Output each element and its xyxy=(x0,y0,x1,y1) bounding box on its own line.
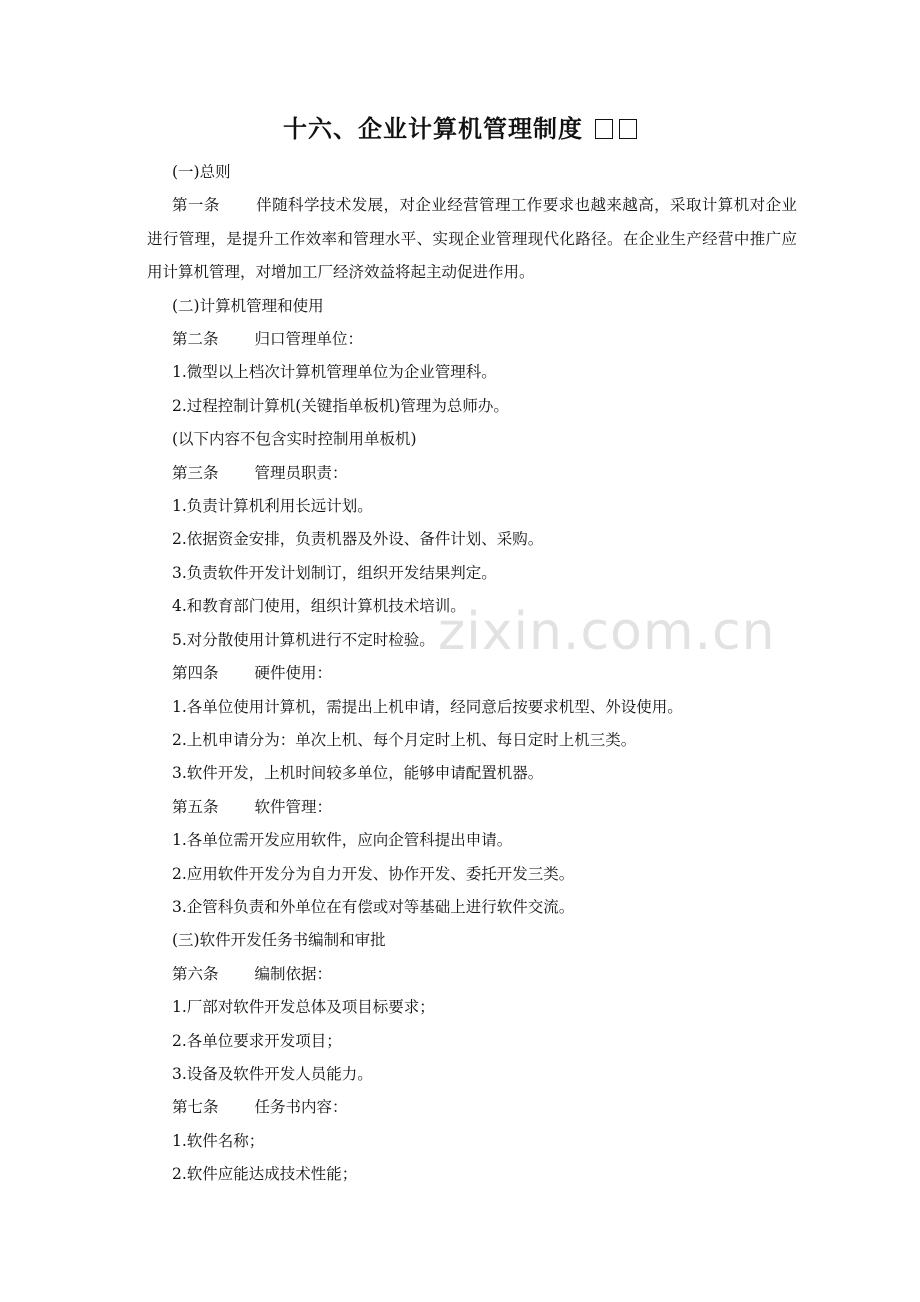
list-item: 3.负责软件开发计划制订，组织开发结果判定。 xyxy=(172,563,497,582)
article-paragraph xyxy=(172,657,797,690)
document-body xyxy=(147,156,797,1192)
article-label: 第一条 xyxy=(172,196,220,215)
list-item: 1.软件名称； xyxy=(172,1131,265,1150)
article-paragraph xyxy=(147,189,797,289)
list-item: 1.各单位需开发应用软件，应向企管科提出申请。 xyxy=(172,831,513,850)
list-item: 1.各单位使用计算机，需提出上机申请，经同意后按要求机型、外设使用。 xyxy=(172,697,683,716)
list-item: 2.各单位要求开发项目； xyxy=(172,1031,342,1050)
article-text: 伴随科学技术发展，对企业经营管理工作要求也越来越高，采取计算机对企业进行管理，是提升工作效率和管理水平、实现企业管理现代化路径。在企业生产经营中推广应用计算机管理，对增加工厂经济效益将起主动促进作用。 xyxy=(147,196,797,282)
article-text: 管理员职责： xyxy=(254,463,348,482)
list-item: 3.企管科负责和外单位在有偿或对等基础上进行软件交流。 xyxy=(172,897,575,916)
list-item: 2.依据资金安排，负责机器及外设、备件计划、采购。 xyxy=(172,530,544,549)
list-item: 3.软件开发，上机时间较多单位，能够申请配置机器。 xyxy=(172,764,544,783)
article-paragraph xyxy=(172,791,797,824)
article-text: 软件管理： xyxy=(254,797,333,816)
watermark: zixin.com.cn xyxy=(438,602,776,662)
list-item: 3.设备及软件开发人员能力。 xyxy=(172,1064,373,1083)
list-item: 1.负责计算机利用长远计划。 xyxy=(172,497,373,516)
list-item: 5.对分散使用计算机进行不定时检验。 xyxy=(172,630,435,649)
article-paragraph xyxy=(172,457,797,490)
article-paragraph xyxy=(172,958,797,991)
list-item: 2.软件应能达成技术性能； xyxy=(172,1165,358,1184)
note-paragraph: (以下内容不包含实时控制用单板机) xyxy=(172,430,417,449)
list-item: 1.微型以上档次计算机管理单位为企业管理科。 xyxy=(172,363,497,382)
article-label: 第四条 xyxy=(172,664,219,683)
section-heading: (二)计算机管理和使用 xyxy=(172,296,324,315)
article-label: 第三条 xyxy=(172,463,219,482)
article-paragraph xyxy=(172,1091,797,1124)
article-label: 第二条 xyxy=(172,330,219,349)
missing-glyph-box-icon xyxy=(595,119,613,139)
section-heading: (一)总则 xyxy=(172,163,231,181)
section-heading: (三)软件开发任务书编制和审批 xyxy=(172,931,386,950)
list-item: 2.上机申请分为：单次上机、每个月定时上机、每日定时上机三类。 xyxy=(172,730,637,749)
article-paragraph xyxy=(172,323,797,356)
article-label: 第六条 xyxy=(172,964,219,983)
list-item: 2.过程控制计算机(关键指单板机)管理为总师办。 xyxy=(172,396,509,415)
missing-glyph-box-icon xyxy=(619,119,637,139)
article-label: 第五条 xyxy=(172,797,219,816)
list-item: 4.和教育部门使用，组织计算机技术培训。 xyxy=(172,597,466,616)
article-label: 第七条 xyxy=(172,1098,219,1117)
article-text: 硬件使用： xyxy=(254,664,333,683)
article-text: 归口管理单位： xyxy=(254,330,364,349)
list-item: 2.应用软件开发分为自力开发、协作开发、委托开发三类。 xyxy=(172,864,575,883)
document-title-text: 十六、企业计算机管理制度 xyxy=(283,115,583,143)
article-text: 编制依据： xyxy=(254,964,333,983)
article-text: 任务书内容： xyxy=(254,1098,348,1117)
document-title xyxy=(0,112,920,146)
list-item: 1.厂部对软件开发总体及项目标要求； xyxy=(172,998,435,1017)
